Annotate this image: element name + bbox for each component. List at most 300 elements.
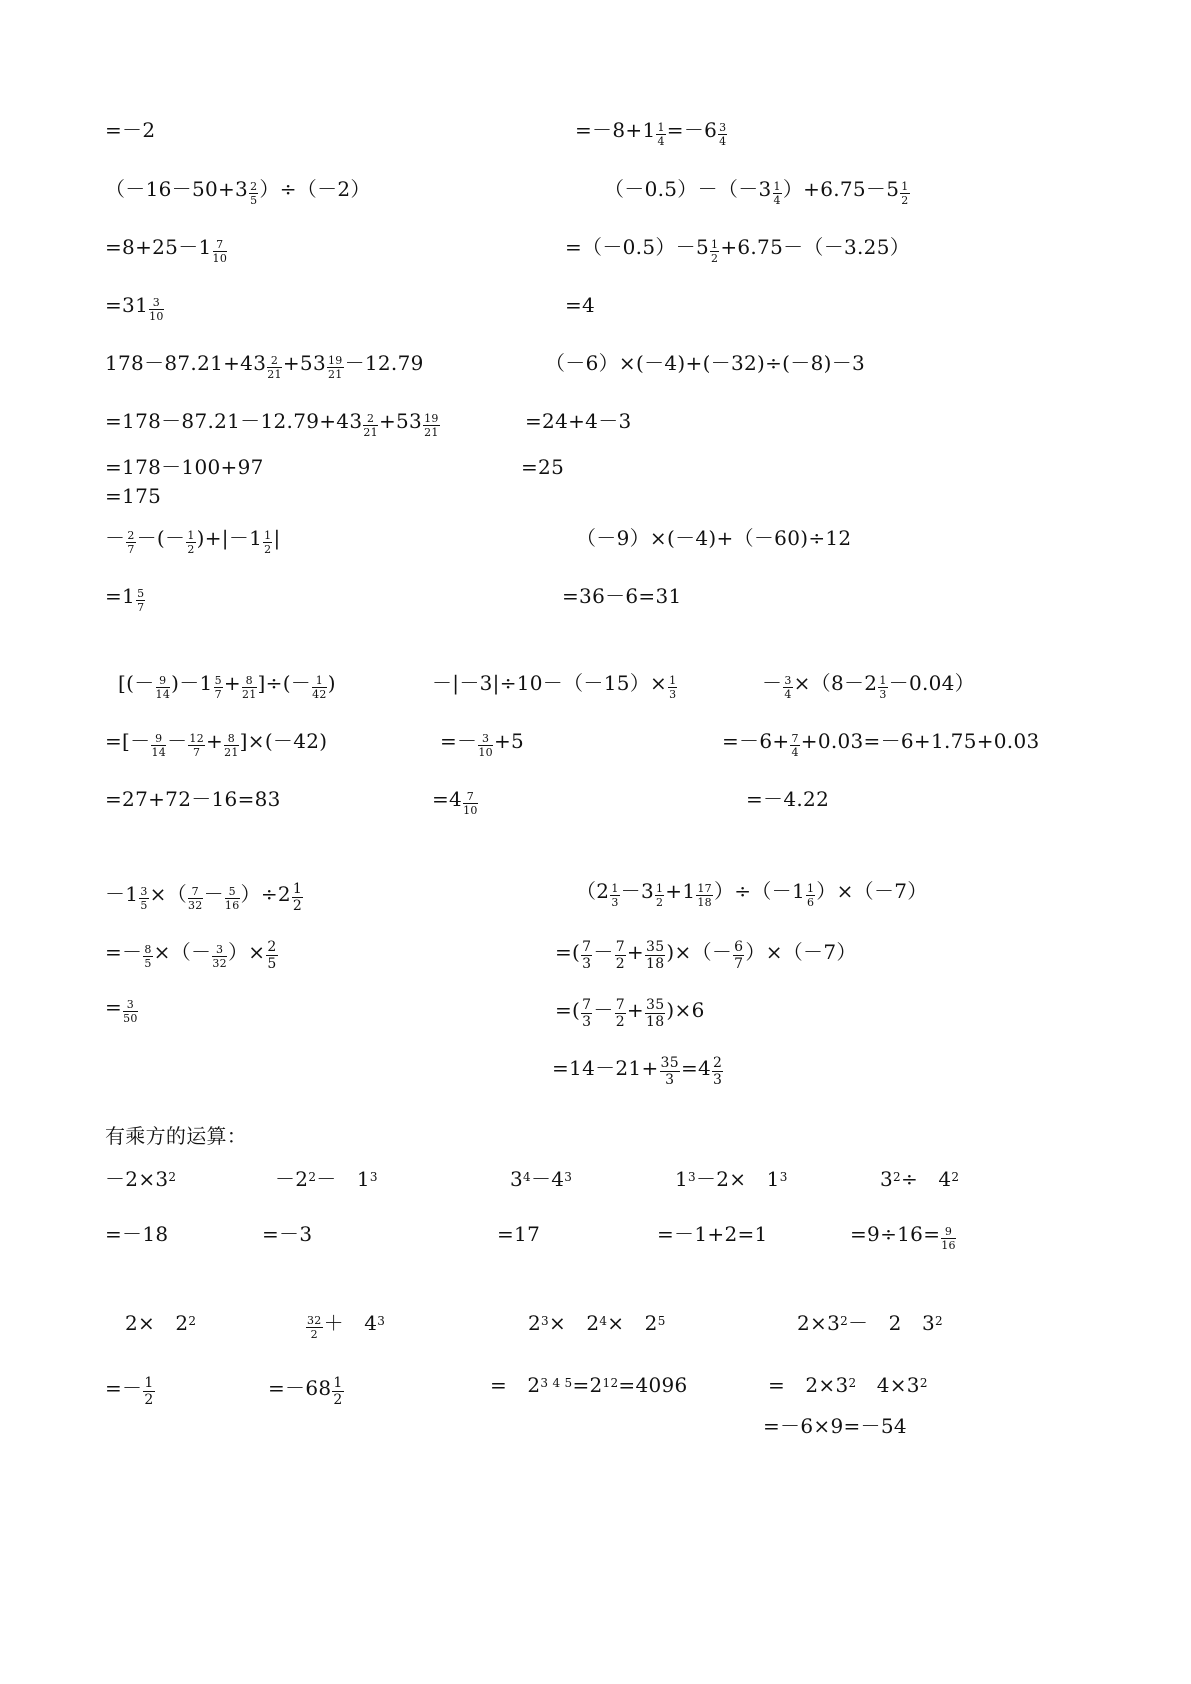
fraction <box>941 1225 956 1252</box>
expr-text: =4 <box>680 1056 712 1080</box>
exponent: 3 4 5 <box>540 1376 573 1390</box>
line-8 <box>565 293 595 317</box>
line-29 <box>105 879 304 912</box>
exponent: 3 <box>541 1314 549 1328</box>
numerator: 1 <box>657 121 665 134</box>
line-30 <box>576 879 928 909</box>
fraction <box>213 238 228 265</box>
line-49 <box>528 1311 666 1335</box>
expr-text: =( <box>555 940 581 964</box>
denominator: 4 <box>784 688 792 701</box>
expr-text: － 1 <box>316 1167 370 1191</box>
expr-text: )×（－ <box>666 940 733 964</box>
numerator: 5 <box>225 885 240 899</box>
denominator: 2 <box>187 543 195 556</box>
fraction <box>463 790 478 817</box>
line-33 <box>105 995 139 1025</box>
line-35 <box>552 1053 724 1086</box>
line-37 <box>105 1167 176 1191</box>
fraction <box>242 674 257 701</box>
denominator: 18 <box>697 896 712 909</box>
denominator: 14 <box>151 746 167 759</box>
line-47 <box>125 1311 196 1335</box>
fraction <box>143 943 152 970</box>
expr-text: ＋ 4 <box>323 1311 378 1335</box>
numerator: 17 <box>697 882 712 895</box>
line-38 <box>275 1167 378 1191</box>
fraction <box>581 939 592 972</box>
exponent: 2 <box>188 1314 197 1328</box>
expr-text: 有乘方的运算： <box>105 1124 248 1148</box>
expr-text: )×6 <box>666 998 705 1022</box>
line-55 <box>763 1414 907 1438</box>
expr-text: =1 <box>105 584 136 608</box>
denominator: 7 <box>193 746 201 759</box>
exponent: 5 <box>657 1314 666 1328</box>
section-heading <box>105 1124 247 1148</box>
numerator: 35 <box>645 997 665 1013</box>
denominator: 2 <box>615 1014 625 1030</box>
line-17 <box>576 526 851 550</box>
expr-text: =2 <box>572 1373 603 1397</box>
denominator: 21 <box>363 426 378 439</box>
line-22 <box>762 671 975 701</box>
numerator: 9 <box>941 1225 956 1239</box>
numerator: 3 <box>719 121 727 134</box>
numerator: 3 <box>478 732 493 746</box>
expr-text: =17 <box>497 1222 541 1246</box>
line-18 <box>105 584 146 614</box>
fraction <box>718 121 727 148</box>
expr-text: －2× 1 <box>695 1167 780 1191</box>
line-50 <box>797 1311 943 1335</box>
expr-text: =178－100+97 <box>105 455 264 479</box>
numerator: 6 <box>734 939 744 955</box>
fraction <box>267 354 282 381</box>
numerator: 1 <box>611 882 619 895</box>
numerator: 7 <box>463 790 478 804</box>
expr-text: ）÷（－2） <box>259 177 371 201</box>
expr-text: = 2 <box>490 1373 541 1397</box>
expr-text: = 2×3 <box>768 1373 849 1397</box>
denominator: 4 <box>791 746 799 759</box>
numerator: 1 <box>144 1375 154 1391</box>
numerator: 8 <box>242 674 257 688</box>
fraction <box>306 1314 323 1341</box>
line-15 <box>105 484 161 508</box>
expr-text: + <box>223 671 241 695</box>
fraction <box>610 882 619 909</box>
exponent: 4 <box>599 1314 608 1328</box>
line-26 <box>105 787 281 811</box>
denominator: 2 <box>144 1392 154 1408</box>
denominator: 42 <box>312 688 327 701</box>
expr-text: 4×3 <box>856 1373 920 1397</box>
fraction <box>710 238 719 265</box>
expr-text: =4096 <box>618 1373 688 1397</box>
denominator: 2 <box>264 543 272 556</box>
denominator: 2 <box>711 252 719 265</box>
expr-text: +53 <box>378 409 423 433</box>
denominator: 18 <box>645 956 665 972</box>
expr-text: ×（－ <box>153 940 212 964</box>
expr-text: ]×(－42) <box>239 729 328 753</box>
expr-text: ）÷2 <box>240 882 291 906</box>
expr-text: =14－21+ <box>552 1056 659 1080</box>
line-23 <box>105 729 328 759</box>
line-24 <box>440 729 525 759</box>
expr-text: ×（8－2 <box>793 671 878 695</box>
expr-text: ）×（－7） <box>745 940 857 964</box>
line-12 <box>525 409 632 433</box>
line-16 <box>105 526 281 556</box>
fraction <box>214 674 223 701</box>
denominator: 5 <box>250 194 258 207</box>
fraction <box>655 882 664 909</box>
expr-text: （2 <box>576 879 610 903</box>
expr-text: ]÷(－ <box>257 671 312 695</box>
expr-text: =－ <box>440 729 478 753</box>
exponent: 12 <box>602 1376 619 1390</box>
line-21 <box>432 671 678 701</box>
denominator: 7 <box>734 956 744 972</box>
exponent: 3 <box>779 1170 788 1184</box>
line-45 <box>657 1222 768 1246</box>
expr-text: )+|－1 <box>196 526 263 550</box>
numerator: 1 <box>711 238 719 251</box>
fraction <box>773 180 782 207</box>
numerator: 1 <box>292 881 303 897</box>
expr-text: － <box>762 671 783 695</box>
numerator: 9 <box>151 732 166 746</box>
expr-text: =－3 <box>262 1222 313 1246</box>
line-13 <box>105 455 264 479</box>
numerator: 1 <box>187 529 195 542</box>
expr-text: =－4.22 <box>746 787 830 811</box>
fraction <box>900 180 909 207</box>
numerator: 12 <box>189 732 204 745</box>
numerator: 1 <box>879 674 887 687</box>
expr-text: =( <box>555 998 581 1022</box>
expr-text: （－16－50+3 <box>105 177 249 201</box>
expr-text: －1 <box>105 882 139 906</box>
line-53 <box>490 1373 688 1397</box>
expr-text: －12.79 <box>344 351 424 375</box>
expr-text: 1 <box>675 1167 689 1191</box>
line-54 <box>768 1373 928 1397</box>
numerator: 2 <box>127 529 135 542</box>
numerator: 1 <box>264 529 272 542</box>
fraction <box>292 881 303 914</box>
expr-text: =25 <box>521 455 565 479</box>
expr-text: =－6×9=－54 <box>763 1414 907 1438</box>
fraction <box>668 674 677 701</box>
numerator: 5 <box>214 674 222 687</box>
line-52 <box>268 1373 345 1406</box>
expr-text: + <box>626 940 644 964</box>
numerator: 1 <box>333 1375 343 1391</box>
expr-text: －2 <box>275 1167 309 1191</box>
fraction <box>878 674 887 701</box>
line-44 <box>497 1222 540 1246</box>
fraction <box>312 674 327 701</box>
line-25 <box>722 729 1040 759</box>
fraction <box>212 943 227 970</box>
fraction <box>143 1375 154 1408</box>
fraction <box>806 882 815 909</box>
denominator: 21 <box>224 746 239 759</box>
fraction <box>660 1055 680 1088</box>
numerator: 8 <box>224 732 239 746</box>
expr-text: =－1+2=1 <box>657 1222 768 1246</box>
expr-text: －2×3 <box>105 1167 169 1191</box>
expr-text: － <box>203 882 224 906</box>
exponent: 3 <box>564 1170 573 1184</box>
expr-text: 2× 2 <box>125 1311 189 1335</box>
numerator: 1 <box>806 882 815 895</box>
expr-text: =－68 <box>268 1376 332 1400</box>
expr-text: +53 <box>282 351 326 375</box>
line-2 <box>575 118 728 148</box>
expr-text: =[－ <box>105 729 151 753</box>
exponent: 2 <box>168 1170 177 1184</box>
numerator: 2 <box>267 354 282 368</box>
fraction <box>224 732 239 759</box>
line-48 <box>305 1311 386 1341</box>
fraction <box>249 180 258 207</box>
denominator: 5 <box>140 899 148 912</box>
fraction <box>151 732 166 759</box>
expr-text: －0.04） <box>888 671 975 695</box>
line-3 <box>105 177 371 207</box>
denominator: 3 <box>879 688 887 701</box>
numerator: 7 <box>213 238 228 252</box>
expr-text: ÷ 4 <box>900 1167 952 1191</box>
fraction <box>615 997 626 1030</box>
numerator: 7 <box>582 939 592 955</box>
fraction <box>423 412 440 439</box>
line-19 <box>562 584 682 608</box>
denominator: 10 <box>463 804 478 817</box>
line-42 <box>105 1222 168 1246</box>
numerator: 1 <box>773 180 781 193</box>
line-31 <box>105 937 279 970</box>
line-28 <box>746 787 829 811</box>
denominator: 6 <box>806 896 815 909</box>
expr-text: －(－ <box>136 526 186 550</box>
line-5 <box>105 235 228 265</box>
expr-text: － 2 3 <box>848 1311 935 1335</box>
line-7 <box>105 293 165 323</box>
expr-text: +0.03=－6+1.75+0.03 <box>800 729 1040 753</box>
line-9 <box>105 351 424 381</box>
line-27 <box>432 787 479 817</box>
expr-text: （－0.5）－（－3 <box>604 177 772 201</box>
exponent: 3 <box>369 1170 378 1184</box>
numerator: 2 <box>250 180 258 193</box>
exponent: 4 <box>523 1170 531 1184</box>
fraction <box>712 1055 723 1088</box>
exponent: 2 <box>308 1170 317 1184</box>
numerator: 2 <box>363 412 378 426</box>
line-6 <box>565 235 911 265</box>
expr-text: －3 <box>620 879 654 903</box>
denominator: 16 <box>224 899 240 912</box>
expr-text: ×（ <box>149 882 187 906</box>
expr-text: ) <box>327 671 336 695</box>
expr-text: =8+25－1 <box>105 235 212 259</box>
fraction <box>139 885 148 912</box>
expr-text: －|－3|÷10－（－15）× <box>432 671 668 695</box>
line-32 <box>555 937 857 970</box>
expr-text: =9÷16= <box>850 1222 941 1246</box>
fraction <box>263 529 272 556</box>
fraction <box>645 997 665 1030</box>
fraction <box>188 885 203 912</box>
numerator: 19 <box>327 354 343 367</box>
fraction <box>123 998 138 1025</box>
fraction <box>126 529 135 556</box>
numerator: 7 <box>615 939 625 955</box>
expr-text: + <box>626 998 644 1022</box>
fraction <box>656 121 665 148</box>
numerator: 1 <box>901 180 909 193</box>
expr-text: （－9）×(－4)+（－60)÷12 <box>576 526 852 550</box>
expr-text: × 2 <box>548 1311 600 1335</box>
fraction <box>478 732 493 759</box>
numerator: 3 <box>140 885 148 898</box>
numerator: 5 <box>137 587 145 600</box>
expr-text: － <box>105 526 126 550</box>
expr-text: 178－87.21+43 <box>105 351 267 375</box>
expr-text: =4 <box>565 293 596 317</box>
expr-text: =4 <box>432 787 463 811</box>
expr-text: =－18 <box>105 1222 169 1246</box>
expr-text: ）÷（－1 <box>713 879 805 903</box>
denominator: 32 <box>188 899 203 912</box>
expr-text: － <box>593 998 614 1022</box>
denominator: 5 <box>144 957 152 970</box>
fraction <box>188 732 205 759</box>
exponent: 2 <box>848 1376 857 1390</box>
line-51 <box>105 1373 156 1406</box>
expr-text: 3 <box>510 1167 524 1191</box>
fraction <box>149 296 164 323</box>
line-40 <box>675 1167 788 1191</box>
fraction <box>696 882 713 909</box>
fraction <box>363 412 378 439</box>
exponent: 2 <box>951 1170 960 1184</box>
fraction <box>332 1375 343 1408</box>
expr-text: × 2 <box>607 1311 658 1335</box>
denominator: 32 <box>212 957 227 970</box>
denominator: 7 <box>127 543 135 556</box>
denominator: 16 <box>941 1239 956 1252</box>
denominator: 21 <box>327 368 343 381</box>
fraction <box>186 529 195 556</box>
numerator: 35 <box>660 1055 679 1071</box>
numerator: 8 <box>144 943 152 956</box>
exponent: 2 <box>919 1376 928 1390</box>
expr-text: =24+4－3 <box>525 409 632 433</box>
fraction <box>156 674 171 701</box>
numerator: 3 <box>123 998 138 1012</box>
denominator: 21 <box>424 426 439 439</box>
expr-text: （－6）×(－4)+(－32)÷(－8)－3 <box>545 351 866 375</box>
expr-text: 2 <box>528 1311 542 1335</box>
denominator: 4 <box>719 135 727 148</box>
denominator: 14 <box>155 688 171 701</box>
numerator: 19 <box>424 412 439 425</box>
fraction <box>783 674 792 701</box>
numerator: 3 <box>212 943 227 957</box>
fraction <box>136 587 145 614</box>
exponent: 3 <box>377 1314 386 1328</box>
expr-text: ）+6.75－5 <box>782 177 900 201</box>
denominator: 10 <box>212 252 228 265</box>
fraction <box>733 939 744 972</box>
expr-text: =－2 <box>105 118 156 142</box>
line-43 <box>262 1222 312 1246</box>
line-46 <box>850 1222 957 1252</box>
expr-text: )－1 <box>171 671 213 695</box>
numerator: 1 <box>312 674 327 688</box>
expr-text: =－ <box>105 1376 143 1400</box>
numerator: 1 <box>669 674 677 687</box>
expr-text: =36－6=31 <box>562 584 682 608</box>
exponent: 2 <box>935 1314 943 1328</box>
denominator: 3 <box>669 688 677 701</box>
line-41 <box>880 1167 959 1191</box>
expr-text: +6.75－（－3.25） <box>720 235 911 259</box>
numerator: 3 <box>149 296 164 310</box>
denominator: 50 <box>123 1012 138 1025</box>
expr-text: =－6+ <box>722 729 790 753</box>
numerator: 35 <box>645 939 665 955</box>
line-1 <box>105 118 155 142</box>
expr-text: － <box>593 940 614 964</box>
denominator: 4 <box>657 135 665 148</box>
line-14 <box>521 455 564 479</box>
expr-text: = <box>105 995 123 1019</box>
expr-text: =（－0.5）－5 <box>565 235 709 259</box>
numerator: 7 <box>791 732 799 745</box>
numerator: 3 <box>784 674 792 687</box>
numerator: 2 <box>713 1055 723 1071</box>
denominator: 3 <box>713 1072 723 1088</box>
denominator: 2 <box>615 956 625 972</box>
numerator: 1 <box>655 882 664 895</box>
denominator: 2 <box>310 1328 318 1341</box>
expr-text: ）× <box>227 940 266 964</box>
line-39 <box>510 1167 572 1191</box>
denominator: 2 <box>333 1392 343 1408</box>
expr-text: =－6 <box>666 118 718 142</box>
expr-text: [(－ <box>118 671 155 695</box>
line-4 <box>604 177 911 207</box>
numerator: 32 <box>307 1314 322 1327</box>
denominator: 2 <box>655 896 664 909</box>
expr-text: =27+72－16=83 <box>105 787 281 811</box>
fraction <box>327 354 344 381</box>
denominator: 21 <box>241 688 257 701</box>
denominator: 7 <box>137 601 145 614</box>
fraction <box>645 939 665 972</box>
numerator: 2 <box>267 939 277 955</box>
line-20 <box>118 671 336 701</box>
denominator: 2 <box>901 194 909 207</box>
fraction <box>790 732 799 759</box>
